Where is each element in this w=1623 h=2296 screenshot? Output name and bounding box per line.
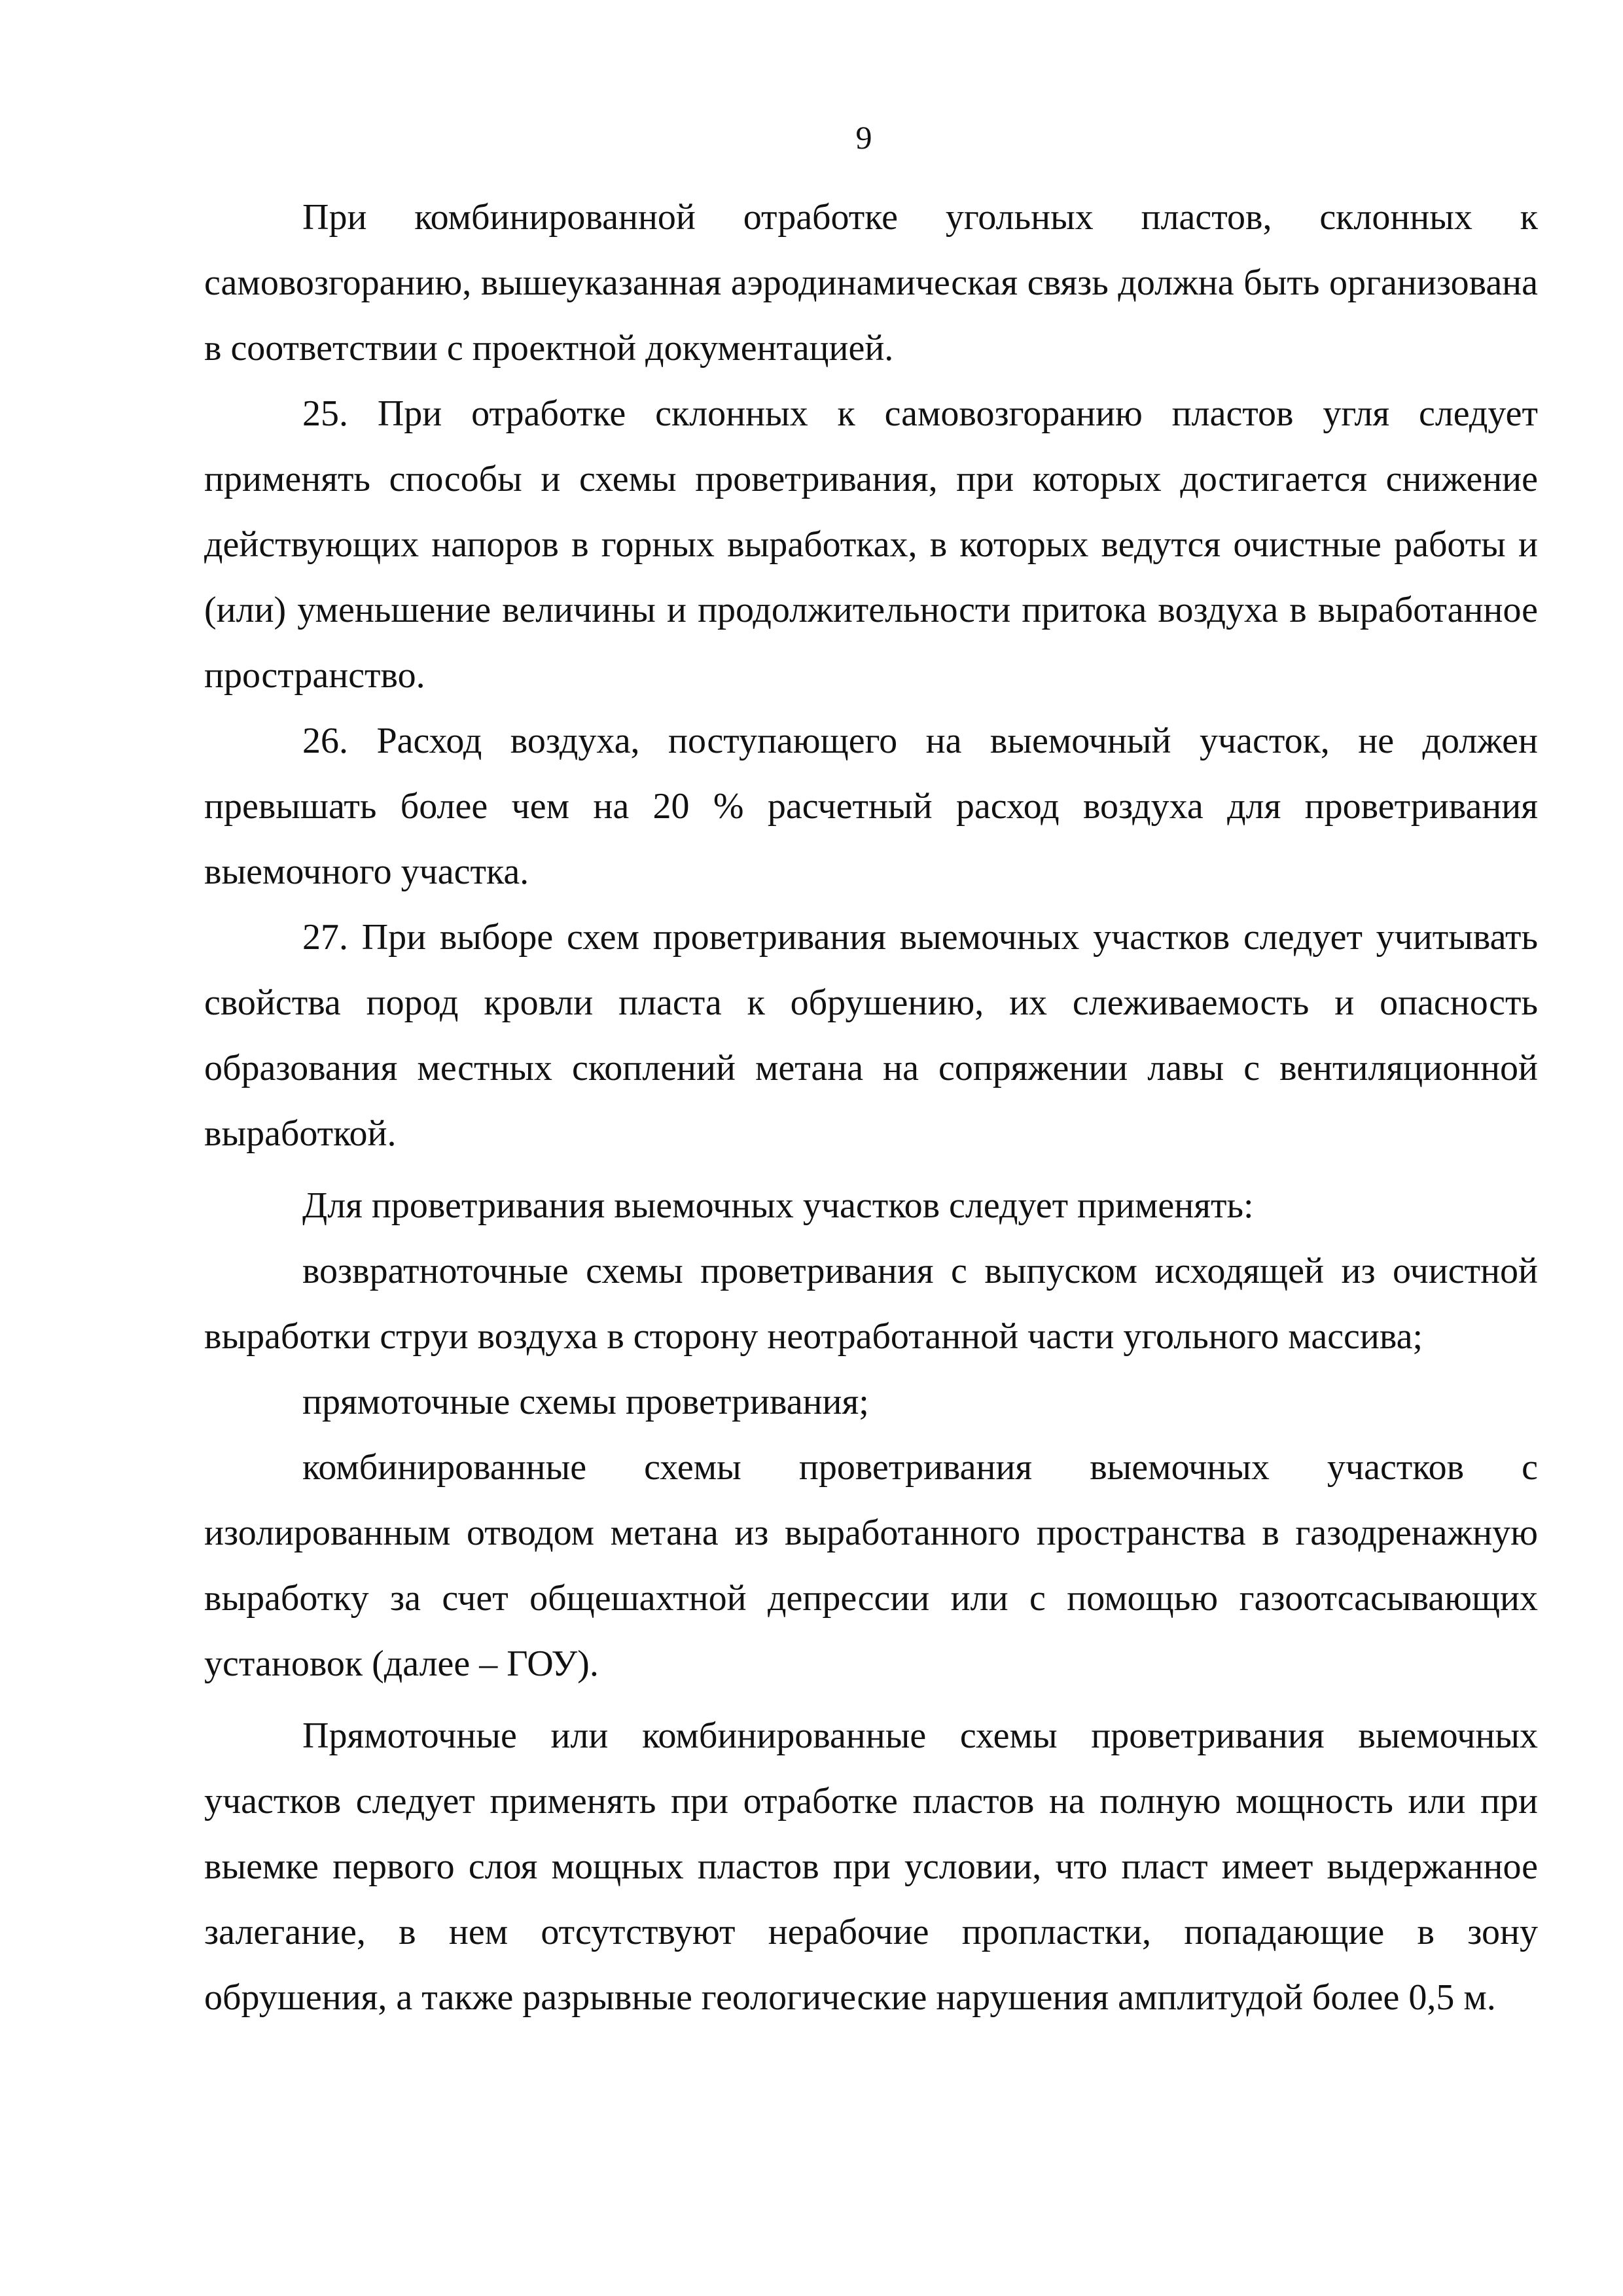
list-item-combined: комбинированные схемы проветривания выемочных участков с изолированным отводом метана из выработанного пространства в газодренажную выработку за счет общешахтной депрессии или с помощью газоотсасывающих установок (далее – ГОУ). (204, 1447, 1538, 1684)
list-item-return-flow: возвратноточные схемы проветривания с выпуском исходящей из очистной выработки струи воздуха в сторону неотработанной части угольного массива; (204, 1251, 1538, 1357)
paragraph-list-intro: Для проветривания выемочных участков следует применять: (302, 1185, 1254, 1226)
paragraph-item-25: 25. При отработке склонных к самовозгоранию пластов угля следует применять способы и схемы проветривания, при которых достигается снижение действующих напоров в горных выработках, в которых ведутся очистные работы и (или) уменьшение величины и продолжительности притока воздуха в выработанное пространство. (204, 393, 1538, 696)
paragraph-item-26: 26. Расход воздуха, поступающего на выемочный участок, не должен превышать более чем на 20 % расчетный расход воздуха для проветривания выемочного участка. (204, 721, 1538, 892)
paragraph-combined-mining: При комбинированной отработке угольных пластов, склонных к самовозгоранию, вышеуказанная аэродинамическая связь должна быть организована в соответствии с проектной документацией. (204, 197, 1538, 368)
document-body (204, 185, 1538, 2030)
paragraph-item-27: 27. При выборе схем проветривания выемочных участков следует учитывать свойства пород кровли пласта к обрушению, их слеживаемость и опасность образования местных скоплений метана на сопряжении лавы с вентиляционной выработкой. (204, 917, 1538, 1154)
list-item-direct-flow: прямоточные схемы проветривания; (302, 1382, 869, 1422)
paragraph-conditions: Прямоточные или комбинированные схемы проветривания выемочных участков следует применять при отработке пластов на полную мощность или при выемке первого слоя мощных пластов при условии, что пласт имеет выдержанное залегание, в нем отсутствуют нерабочие пропластки, попадающие в зону обрушения, а также разрывные геологические нарушения амплитудой более 0,5 м. (204, 1715, 1538, 2018)
page-number: 9 (855, 119, 872, 156)
